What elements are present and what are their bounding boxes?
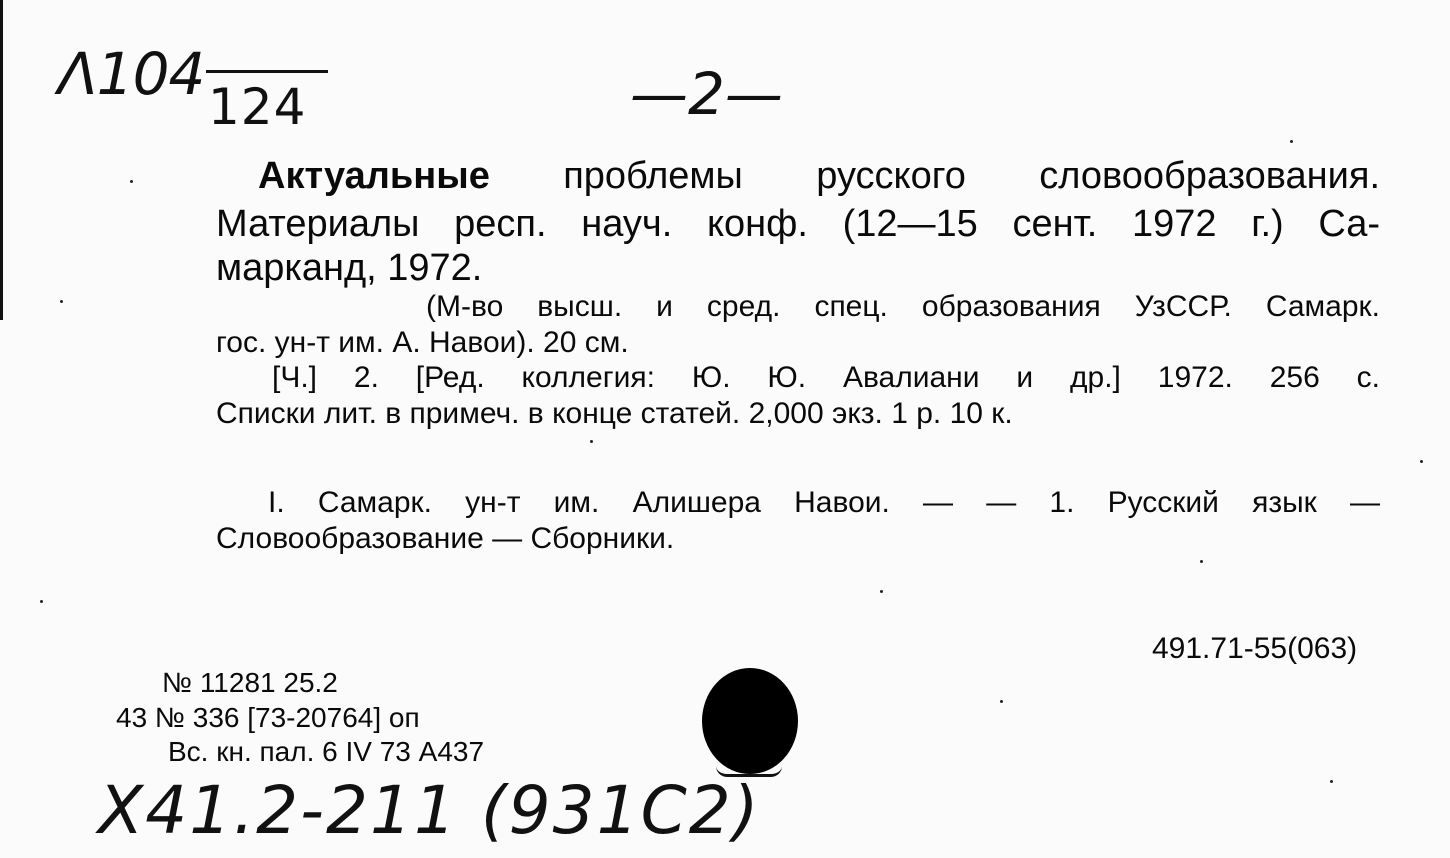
speck	[130, 180, 133, 183]
series-line-1: (М-во высш. и сред. спец. образования УзССР. Самарк.	[426, 290, 1380, 323]
registry-line-1: № 11281 25.2	[162, 667, 338, 698]
title-line-3: марканд, 1972.	[216, 247, 483, 289]
series-line-2: гос. ун-т им. А. Навои). 20 см.	[216, 326, 629, 359]
title-heading: Актуальные	[258, 155, 490, 197]
speck	[1420, 460, 1423, 463]
title-line-2: Материалы респ. науч. конф. (12—15 сент. 1972 г.) Са-	[216, 203, 1380, 245]
shelf-code-denominator: 124	[208, 78, 307, 136]
title-rest: проблемы русского словообразования.	[489, 155, 1380, 197]
registry-line-3: Вс. кн. пал. 6 IV 73 А437	[168, 736, 485, 767]
speck	[1000, 700, 1003, 703]
speck	[1330, 780, 1333, 783]
speck	[590, 440, 593, 443]
registry-line-2: 43 № 336 [73-20764] оп	[116, 702, 420, 733]
part-number: —2—	[630, 60, 783, 128]
punch-hole	[702, 668, 798, 774]
title-line-1	[258, 155, 1380, 198]
part-line-2: Списки лит. в примеч. в конце статей. 2,000 экз. 1 р. 10 к.	[216, 397, 1013, 430]
speck	[1200, 560, 1203, 563]
speck	[880, 590, 883, 593]
part-line-1: [Ч.] 2. [Ред. коллегия: Ю. Ю. Авалиани и др.] 1972. 256 с.	[272, 361, 1380, 394]
card-edge-line	[0, 0, 3, 320]
speck	[1290, 140, 1293, 143]
speck	[40, 600, 43, 603]
punch-hole-mark	[716, 766, 782, 777]
speck	[60, 300, 63, 303]
shelf-code-fraction-bar	[206, 70, 328, 73]
shelf-code: Λ104	[58, 40, 205, 108]
tracings-line-1: I. Самарк. ун-т им. Алишера Навои. — — 1. Русский язык —	[268, 486, 1380, 519]
tracings-line-2: Словообразование — Сборники.	[216, 522, 675, 555]
udc-code: 491.71-55(063)	[1152, 632, 1358, 665]
accession-number: X41.2-211 (931C2)	[98, 772, 761, 849]
